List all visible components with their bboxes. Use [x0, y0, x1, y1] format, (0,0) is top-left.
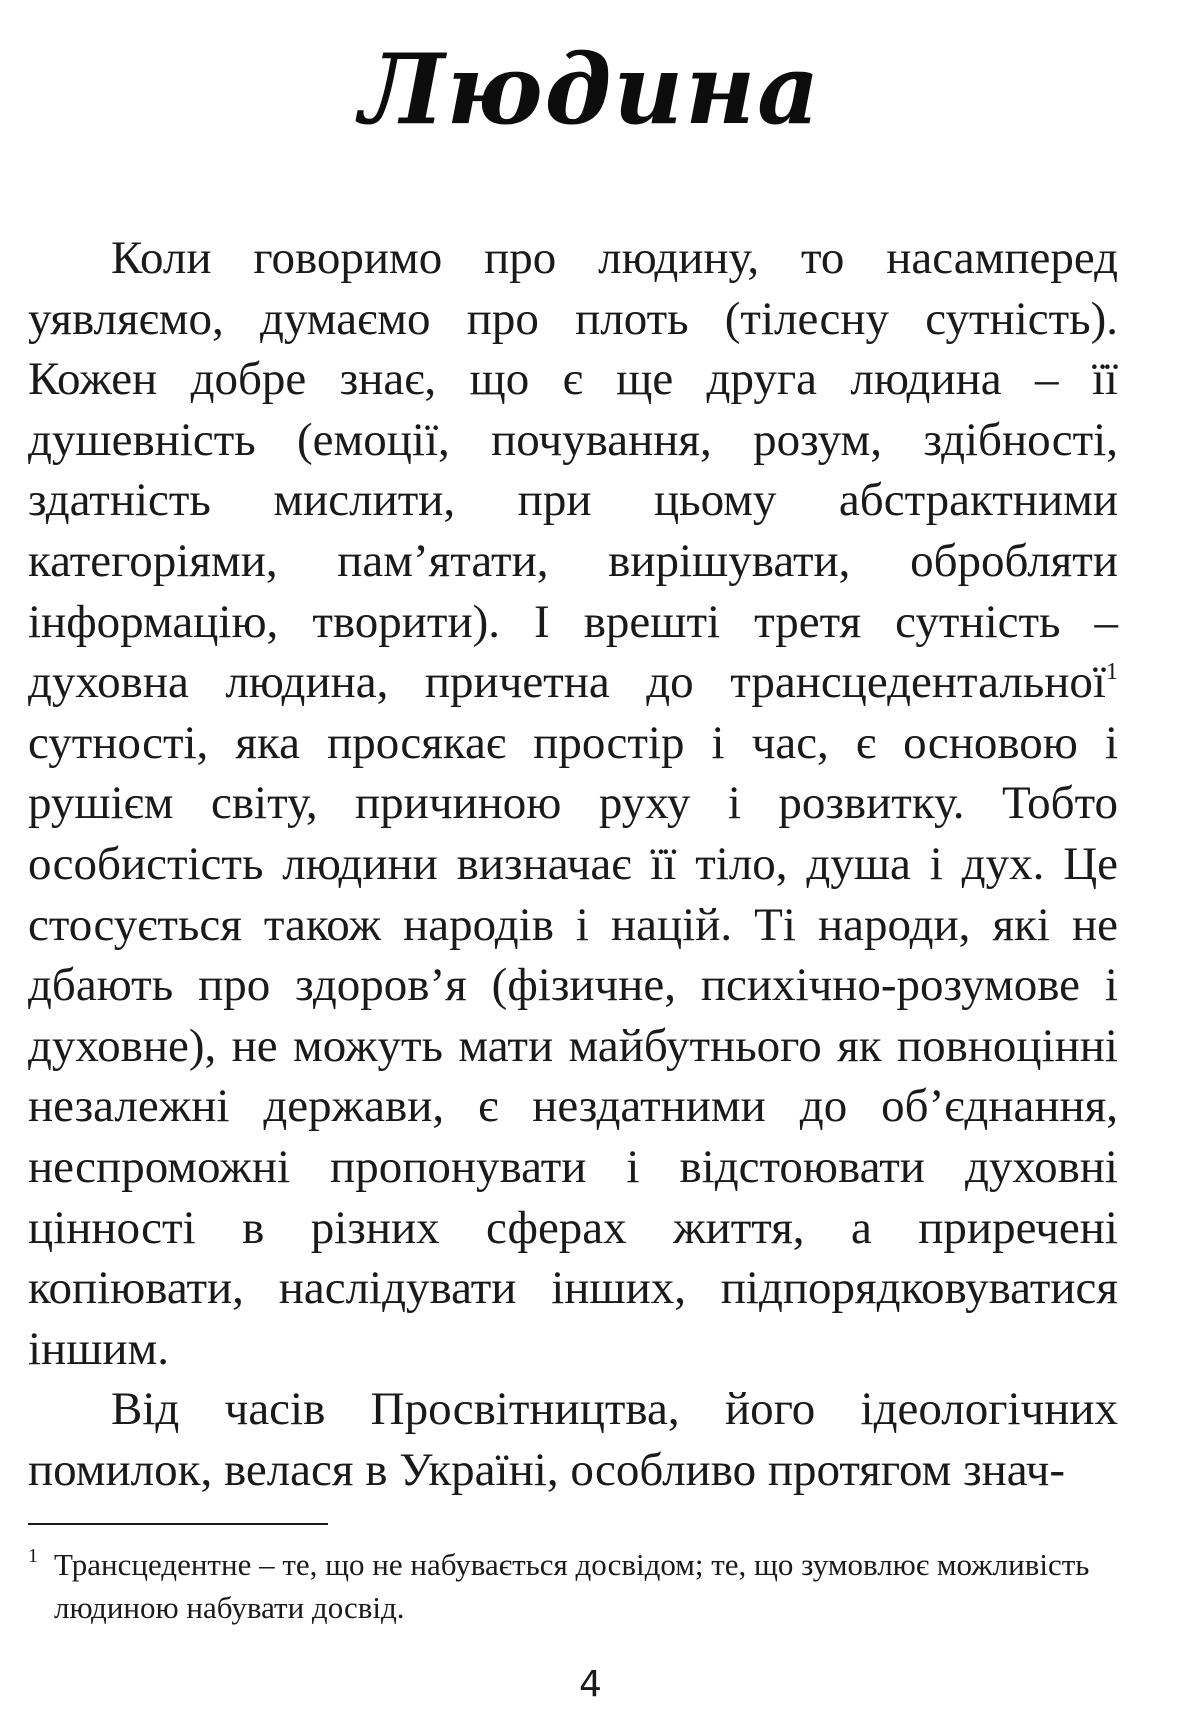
- page-number: 4: [579, 1664, 602, 1705]
- paragraph-1-text-before-note: Коли говоримо про людину, то насамперед уявляємо, думаємо про плоть (тілесну сутність). Кожен добре знає, що є ще друга людина – її душевність (емоції, почування, розум, здібності, здатність мислити, при цьому абстрактними категоріями, пам’ятати, вирішувати, обробляти інформацію, творити). І врешті третя сутність – духовна людина, причетна до трансцедентальної: [28, 232, 1118, 709]
- footnote-reference[interactable]: 1: [1106, 659, 1118, 686]
- footnote-divider: [28, 1523, 328, 1525]
- page-title: Людина: [359, 33, 822, 146]
- paragraph-2: Від часів Просвітництва, його ідеологічних помилок, велася в Україні, особливо протягом знач-: [28, 1383, 1118, 1496]
- footnote-mark: 1: [28, 1545, 38, 1567]
- footnote: [28, 1543, 1118, 1629]
- paragraph-1: [28, 228, 1118, 1379]
- footnote-text: Трансцедентне – те, що не набувається досвідом; те, що зумовлює можливість людиною набувати досвід.: [54, 1547, 1090, 1625]
- paragraph-1-text-after-note: сутності, яка просякає простір і час, є основою і рушієм світу, причиною руху і розвитку. Тобто особистість людини визначає її тіло, душа і дух. Це стосується також народів і націй. Ті народи, які не дбають про здоров’я (фізичне, психічно-розумове і духовне), не можуть мати майбутнього як повноцінні незалежні держави, є нездатними до об’єднання, неспроможні пропонувати і відстоювати духовні цінності в різних сферах життя, а приречені копіювати, наслідувати інших, підпорядковуватися іншим.: [28, 716, 1118, 1375]
- body-text: [28, 228, 1118, 1500]
